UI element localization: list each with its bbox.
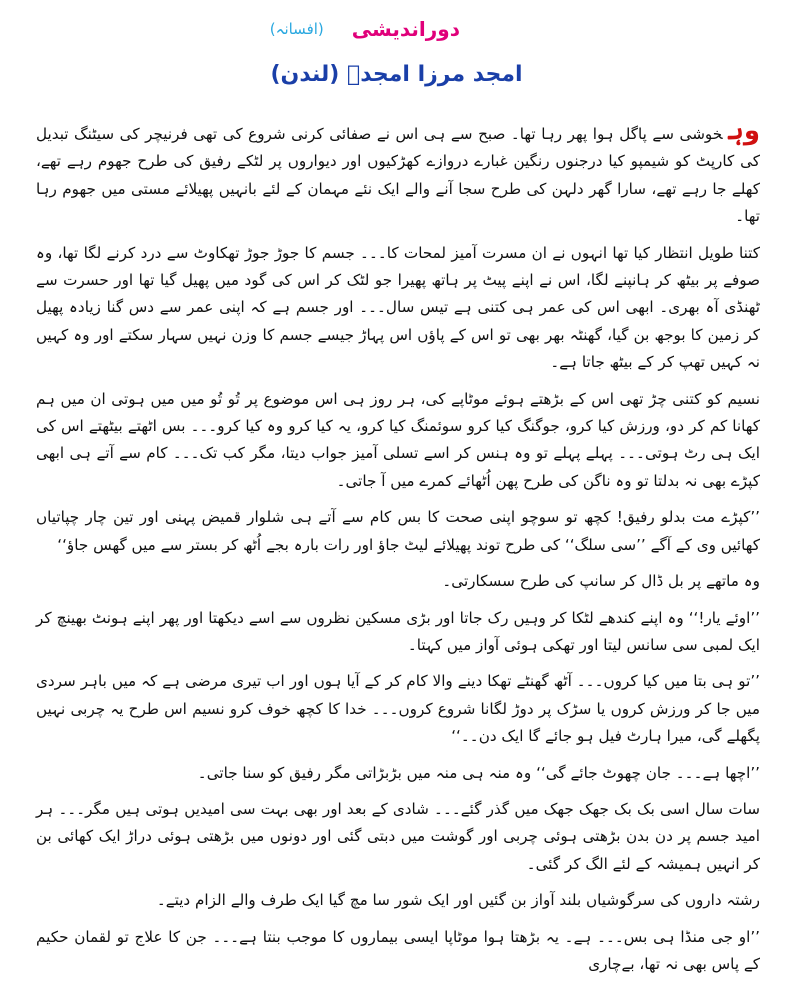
story-body [36, 118, 760, 987]
story-genre: (افسانہ) [269, 20, 324, 38]
paragraph: ’’اوئے یار!‘‘ وہ اپنے کندھے لٹکا کر وہیں رک جاتا اور بڑی مسکین نظروں سے اسے دیکھتا اور پھر اپنے ہونٹ بھینچ کر ایک لمبی سی سانس لیتا اور تھکی ہوئی آواز میں کہتا۔ [36, 608, 760, 654]
paragraph: ’’او جی منڈا ہی بس۔۔۔ ہے۔ یہ بڑھتا ہوا موٹاپا ایسی بیماروں کا موجب بنتا ہے۔۔۔ جن کا علاج تو لقمان حکیم کے پاس بھی نہ تھا، بےچاری [36, 927, 760, 973]
paragraph: رشتہ داروں کی سرگوشیاں بلند آواز بن گئیں اور ایک شور سا مچ گیا ایک طرف والے الزام دیتے۔ [156, 891, 760, 910]
paragraph: سات سال اسی بک بک جھک جھک میں گذر گئے۔۔۔ شادی کے بعد اور بھی بہت سی امیدیں ہوتی ہیں مگر۔۔۔ ہر امید جسم پر دن بدن بڑھتی ہوئی چربی اور گوشت میں دبتی گئی اور دونوں میں بڑھتی ہوئی دراڑ ایک کھائی بن کر انہیں ہمیشہ کے لئے الگ کر گئی۔ [36, 799, 760, 873]
paragraph: کتنا طویل انتظار کیا تھا انہوں نے ان مسرت آمیز لمحات کا۔۔۔ جسم کا جوڑ جوڑ تھکاوٹ سے درد کرنے لگا تھا، وہ صوفے پر بیٹھ کر ہانپنے لگا، اس نے اپنے پیٹ پر ہاتھ پھیرا جو لٹک کر اس کی گود میں پھیل گیا تھا اور حسرت سے ٹھنڈی آہ بھری۔ ابھی اس کی عمر ہی کتنی ہے تیس سال۔۔۔ اور جسم ہے کہ اپنی عمر سے دس گنا زیادہ پھیل کر زمین کا بوجھ بن گیا، گھنٹہ بھر بھی تو اس کے پاؤں اس پہاڑ جیسے جسم کا وزن نہیں سہار سکتے اور وہ کہیں نہ کہیں تھپ کر کے بیٹھ جاتا ہے۔ [36, 243, 760, 372]
story-title: دوراندیشی [351, 17, 460, 41]
paragraph: ’’اچھا ہے۔۔۔ جان چھوٹ جائے گی‘‘ وہ منہ ہی منہ میں بڑبڑاتی مگر رفیق کو سنا جاتی۔ [197, 763, 760, 782]
paragraph-text: خوشی سے پاگل ہوا پھر رہا تھا۔ صبح سے ہی اس نے صفائی کرنی شروع کی تھی فرنیچر کی سیٹنگ تبدیل کی کارپٹ کو شیمپو کیا درجنوں رنگین غبارے دروازے کھڑکیوں اور دیواروں پر لٹکے رفیق کی طرح جھوم رہے تھے، کھلے جا رہے تھے، سارا گھر دلہن کی طرح سجا آنے والے ایک نئے مہمان کے لئے بانہیں پھیلائے مستی میں جھوم رہا تھا۔ [36, 125, 760, 226]
paragraph [36, 118, 760, 231]
paragraph: ’’کپڑے مت بدلو رفیق! کچھ تو سوچو اپنی صحت کا بس کام سے آتے ہی شلوار قمیض پہنی اور تین چار چپاتیاں کھائیں وی کے آگے ’’سی سلگ‘‘ کی طرح توند پھیلائے لیٹ جاؤ اور رات بارہ بجے اُٹھ کر بستر سے میں گھس جاؤ‘‘ [36, 508, 760, 554]
paragraph: ’’تو ہی بتا میں کیا کروں۔۔۔ آٹھ گھنٹے تھکا دینے والا کام کر کے آیا ہوں اور اب تیری مرضی ہے کہ میں باہر سردی میں جا کر ورزش کروں یا سڑک پر دوڑ لگانا شروع کروں۔۔۔ خدا کا کچھ خوف کرو نسیم اس طرح یہ چربی نہیں پگھلے گی، میرا ہارٹ فیل ہو جائے گا ایک دن۔۔‘‘ [36, 672, 760, 746]
story-author: امجد مرزا امجدؔ (لندن) [270, 62, 523, 87]
paragraph: نسیم کو کتنی چڑ تھی اس کے بڑھتے ہوئے موٹاپے کی، ہر روز ہی اس موضوع پر تُو تُو میں میں ہوتی ان میں ہم کھانا کم کر دو، ورزش کیا کرو، جوگنگ کیا کرو سوئمنگ کیا کرو، یہ کیا کرو وہ کیا کرو۔۔۔ بس اٹھتے بیٹھتے اس کی ایک ہی رٹ ہوتی۔۔۔ پہلے پہلے تو وہ ہنس کر اسے تسلی آمیز جواب دیتا، مگر کب تک۔۔۔ کام سے آتے ہی ابھی کپڑے بھی نہ بدلتا تو وہ ناگن کی طرح پھن اُٹھائے کمرے میں آ جاتی۔ [36, 389, 760, 490]
story-header [240, 14, 460, 44]
paragraph: وہ ماتھے پر بل ڈال کر سانپ کی طرح سسکارتی۔ [442, 572, 760, 591]
drop-cap: وہ [728, 116, 760, 146]
